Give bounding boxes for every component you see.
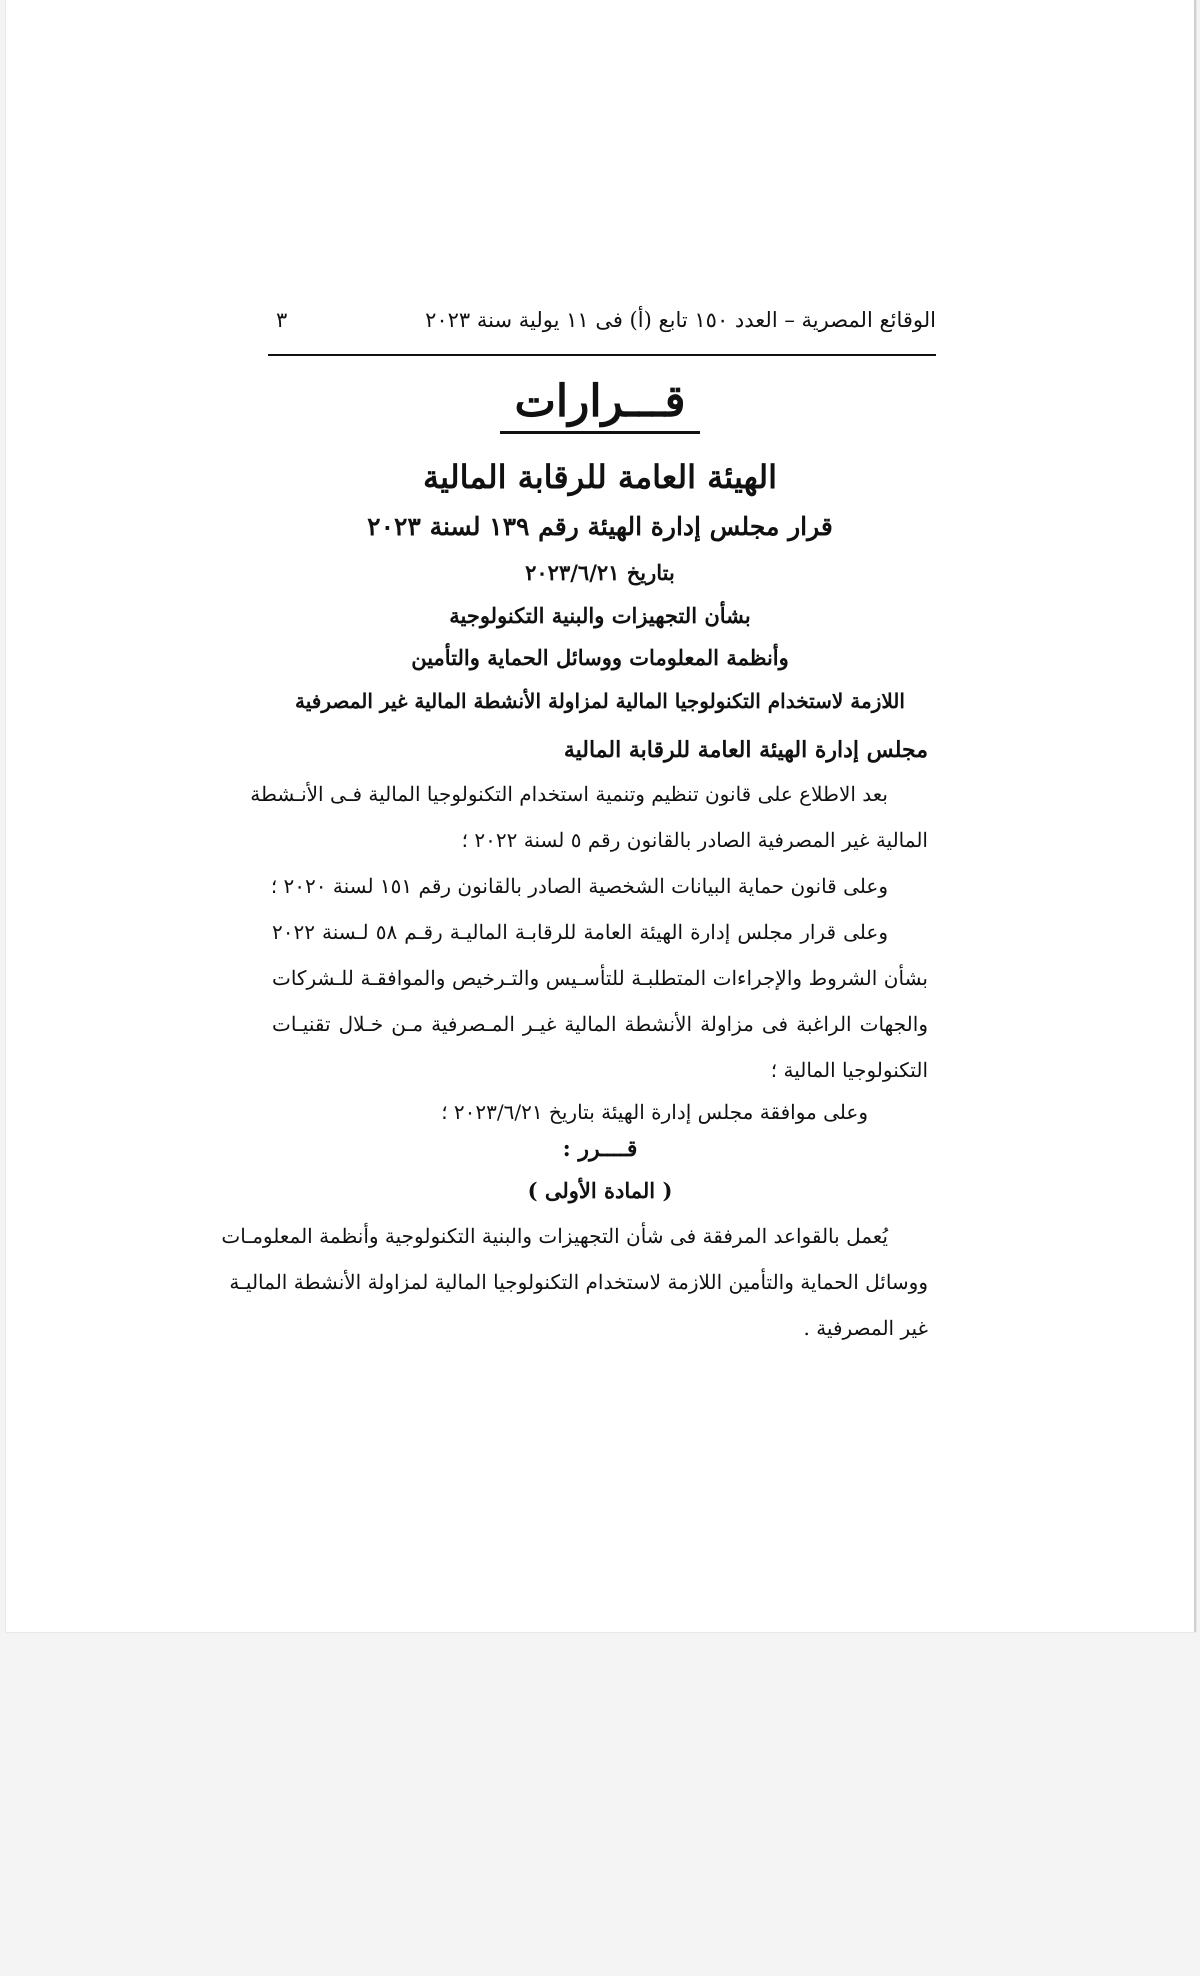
article-line: ووسائل الحماية والتأمين اللازمة لاستخدام التكنولوجيا المالية لمزاولة الأنشطة الماليـة	[229, 1270, 928, 1294]
header-rule	[268, 354, 936, 356]
page-number: ٣	[276, 308, 288, 332]
preamble-line: التكنولوجيا المالية ؛	[770, 1058, 928, 1082]
preamble-line: المالية غير المصرفية الصادر بالقانون رقم ٥ لسنة ٢٠٢٢ ؛	[461, 828, 928, 852]
article-line: يُعمل بالقواعد المرفقة فى شأن التجهيزات والبنية التكنولوجية وأنظمة المعلومـات	[221, 1224, 888, 1248]
preamble-line: بعد الاطلاع على قانون تنظيم وتنمية استخدام التكنولوجيا المالية فـى الأنـشطة	[250, 782, 888, 806]
section-title	[262, 376, 938, 440]
subject-line: اللازمة لاستخدام التكنولوجيا المالية لمزاولة الأنشطة المالية غير المصرفية	[295, 689, 905, 713]
article-title: ( المادة الأولى )	[527, 1178, 673, 1203]
authority-name: الهيئة العامة للرقابة المالية	[423, 458, 777, 496]
decision-title: قرار مجلس إدارة الهيئة رقم ١٣٩ لسنة ٢٠٢٣	[367, 512, 833, 541]
council-heading: مجلس إدارة الهيئة العامة للرقابة المالية	[563, 737, 928, 763]
preamble-line: بشأن الشروط والإجراءات المتطلبـة للتأسـيس والتـرخيص والموافقـة للـشركات	[272, 966, 928, 990]
decision-date: بتاريخ ٢٠٢٣/٦/٢١	[525, 560, 675, 585]
preamble-line: وعلى موافقة مجلس إدارة الهيئة بتاريخ ٢٠٢٣/٦/٢١ ؛	[441, 1100, 868, 1124]
document-page	[6, 0, 1196, 1632]
preamble-line: والجهات الراغبة فى مزاولة الأنشطة المالية غيـر المـصرفية مـن خـلال تقنيـات	[272, 1012, 928, 1036]
subject-line: وأنظمة المعلومات ووسائل الحماية والتأمين	[411, 645, 789, 670]
preamble-line: وعلى قانون حماية البيانات الشخصية الصادر بالقانون رقم ١٥١ لسنة ٢٠٢٠ ؛	[270, 874, 888, 898]
page-header	[268, 306, 936, 350]
preamble-line: وعلى قرار مجلس إدارة الهيئة العامة للرقابـة الماليـة رقـم ٥٨ لـسنة ٢٠٢٢	[272, 920, 888, 944]
section-title-text: قـــرارات	[500, 376, 699, 434]
subject-line: بشأن التجهيزات والبنية التكنولوجية	[449, 603, 751, 628]
running-title: الوقائع المصرية – العدد ١٥٠ تابع (أ) فى ١١ يولية سنة ٢٠٢٣	[425, 308, 936, 332]
decided-label: قــــرر :	[562, 1136, 638, 1162]
article-line: غير المصرفية .	[803, 1316, 928, 1340]
